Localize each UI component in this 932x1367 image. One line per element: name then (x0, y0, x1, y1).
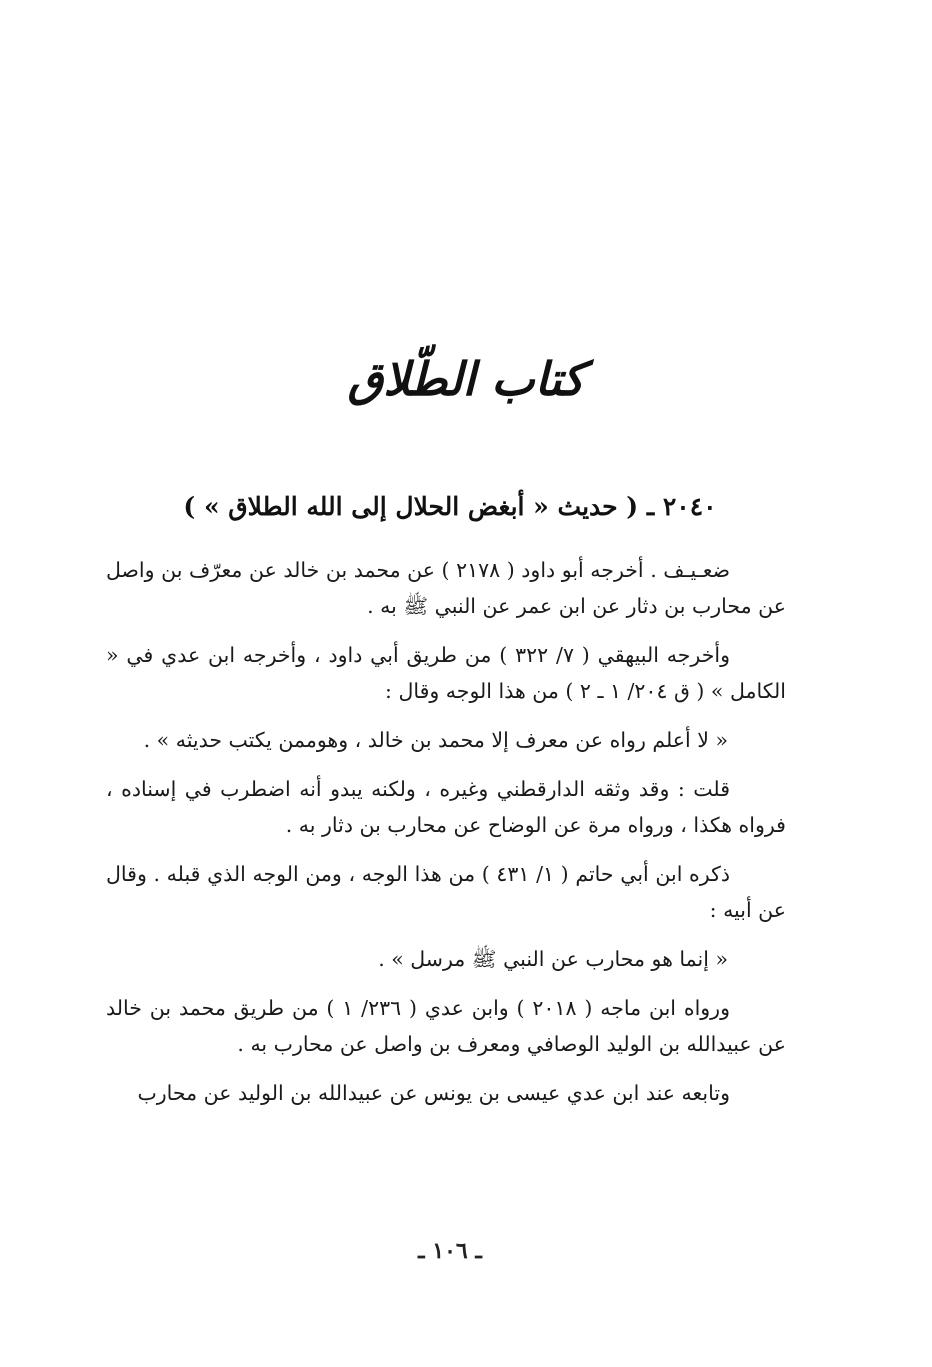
page-number: ـ ١٠٦ ـ (418, 1238, 482, 1264)
paragraph-grading: ضعـيـف . أخرجه أبو داود ( ٢١٧٨ ) عن محمد بن خالد عن معرّف بن واصل عن محارب بن دثار عن ابن عمر عن النبي ﷺ به . (106, 558, 786, 618)
hadith-heading: ٢٠٤٠ ـ ( حديث « أبغض الحلال إلى الله الطلاق » ) (183, 492, 717, 521)
paragraph-quote-ibn-adi: « لا أعلم رواه عن معرف إلا محمد بن خالد ، وهوممن يكتب حديثه » . (143, 728, 728, 752)
paragraph-bayhaqi: وأخرجه البيهقي ( ٧/ ٣٢٢ ) من طريق أبي داود ، وأخرجه ابن عدي في « الكامل » ( ق ٢٠٤/ ١ ـ ٢ ) من هذا الوجه وقال : (106, 643, 786, 703)
paragraph-comment: قلت : وقد وثقه الدارقطني وغيره ، ولكنه يبدو أنه اضطرب في إسناده ، فرواه هكذا ، ورواه مرة عن الوضاح عن محارب بن دثار به . (106, 777, 786, 837)
paragraph-ibn-majah: ورواه ابن ماجه ( ٢٠١٨ ) وابن عدي ( ٢٣٦/ ١ ) من طريق محمد بن خالد عن عبيدالله بن الوليد الوصافي ومعرف بن واصل عن محارب به . (106, 996, 786, 1056)
body-text (106, 552, 786, 1124)
paragraph-ibn-abi-hatim: ذكره ابن أبي حاتم ( ١/ ٤٣١ ) من هذا الوجه ، ومن الوجه الذي قبله . وقال عن أبيه : (106, 862, 786, 922)
paragraph-mutabaa: وتابعه عند ابن عدي عيسى بن يونس عن عبيدالله بن الوليد عن محارب (137, 1081, 730, 1105)
book-title: كتاب الطّلاق (347, 352, 585, 406)
paragraph-quote-mursal: « إنما هو محارب عن النبي ﷺ مرسل » . (378, 947, 728, 971)
